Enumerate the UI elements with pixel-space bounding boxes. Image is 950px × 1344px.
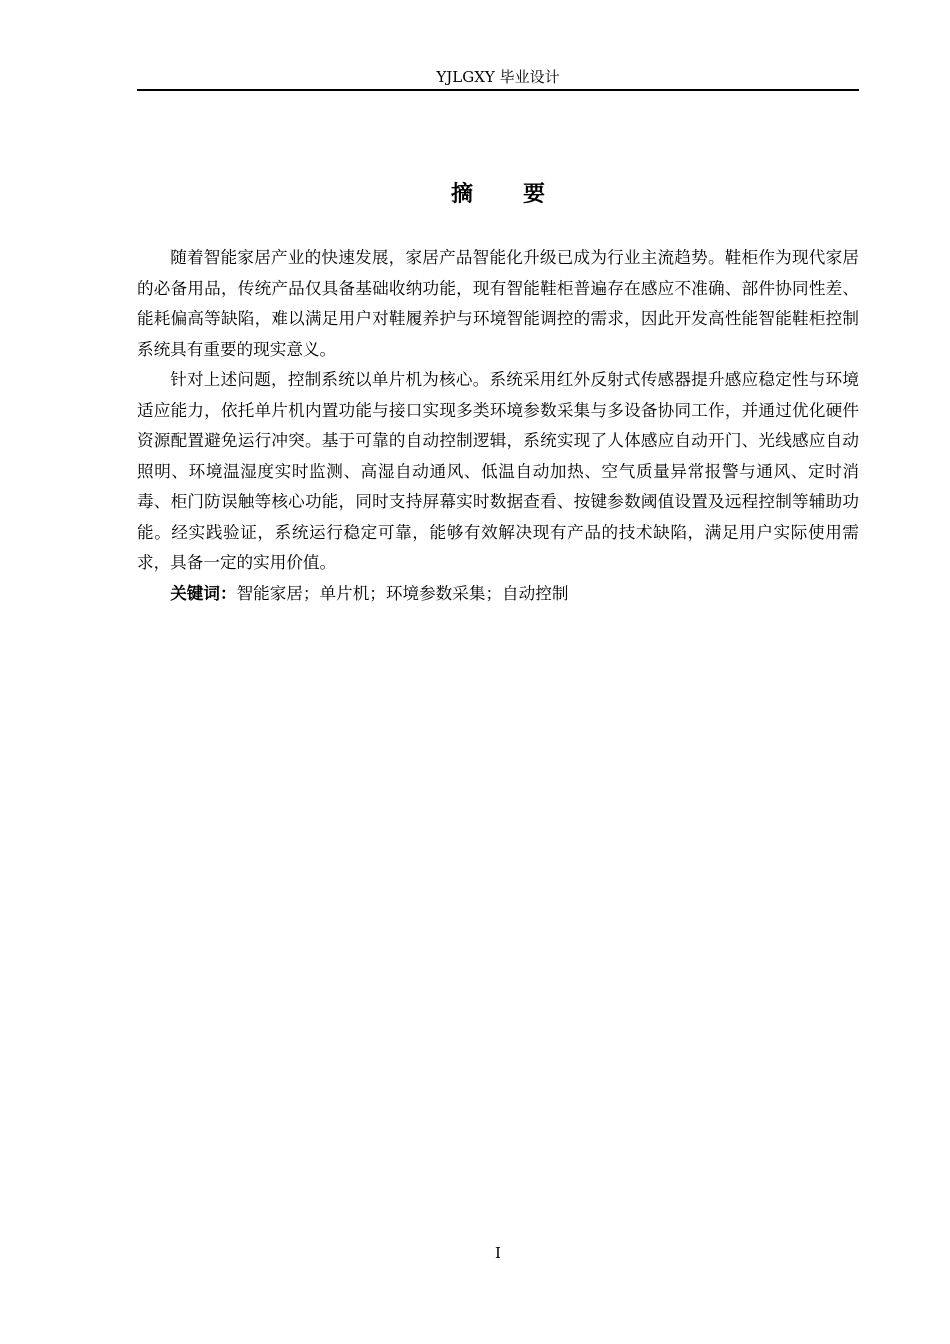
keywords-text: 智能家居；单片机；环境参数采集；自动控制 [236, 583, 569, 603]
keywords-label: 关键词： [170, 583, 237, 603]
header-rule [137, 89, 859, 91]
page-header: YJLGXY 毕业设计 [436, 68, 560, 86]
abstract-paragraph-2: 针对上述问题，控制系统以单片机为核心。系统采用红外反射式传感器提升感应稳定性与环境适应能力，依托单片机内置功能与接口实现多类环境参数采集与多设备协同工作，并通过优化硬件资源配置避免运行冲突。基于可靠的自动控制逻辑，系统实现了人体感应自动开门、光线感应自动照明、环境温湿度实时监测、高湿自动通风、低温自动加热、空气质量异常报警与通风、定时消毒、柜门防误触等核心功能，同时支持屏幕实时数据查看、按键参数阈值设置及远程控制等辅助功能。经实践验证，系统运行稳定可靠，能够有效解决现有产品的技术缺陷，满足用户实际使用需求，具备一定的实用价值。 [137, 370, 859, 572]
abstract-paragraph-1: 随着智能家居产业的快速发展，家居产品智能化升级已成为行业主流趋势。鞋柜作为现代家居的必备用品，传统产品仅具备基础收纳功能，现有智能鞋柜普遍存在感应不准确、部件协同性差、能耗偏高等缺陷，难以满足用户对鞋履养护与环境智能调控的需求，因此开发高性能智能鞋柜控制系统具有重要的现实意义。 [137, 248, 859, 359]
abstract-title: 摘要 [450, 182, 595, 207]
page-number: I [495, 1244, 501, 1262]
keywords-line [137, 579, 859, 610]
abstract-body [137, 243, 859, 609]
